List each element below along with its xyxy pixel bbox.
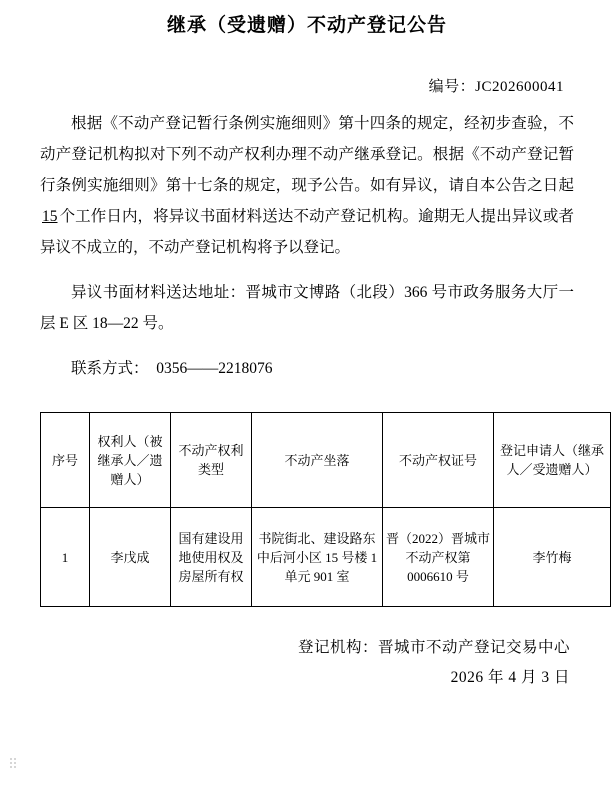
document-number-value: JC202600041 [475,79,564,95]
document-footer [40,633,574,693]
table-body [41,508,611,607]
cell-location: 书院街北、建设路东中后河小区 15 号楼 1 单元 901 室 [252,508,383,607]
paragraph-notice-text-2: 个工作日内，将异议书面材料送达不动产登记机构。逾期无人提出异议或者异议不成立的，不动产登记机构将予以登记。 [40,208,574,256]
document-page [0,12,614,804]
resize-grip-icon[interactable] [10,758,20,770]
registration-table [40,412,611,607]
paragraph-notice [40,108,574,263]
cell-cert: 晋（2022）晋城市不动产权第 0006610 号 [383,508,494,607]
column-header-type: 不动产权利类型 [171,413,252,508]
document-body [40,108,574,384]
column-header-location: 不动产坐落 [252,413,383,508]
cell-type: 国有建设用地使用权及房屋所有权 [171,508,252,607]
document-number [40,75,564,96]
table-header [41,413,611,508]
column-header-applicant: 登记申请人（继承人／受遗赠人） [494,413,611,508]
footer-organization: 登记机构：晋城市不动产登记交易中心 [297,639,570,656]
page-title: 继承（受遗赠）不动产登记公告 [166,15,447,36]
table-header-row [41,413,611,508]
paragraph-notice-text-1: 根据《不动产登记暂行条例实施细则》第十四条的规定，经初步查验，不动产登记机构拟对下列不动产权利办理不动产继承登记。根据《不动产登记暂行条例实施细则》第十七条的规定，现予公告。如有异议，请自本公告之日起 [40,115,574,194]
paragraph-address: 异议书面材料送达地址：晋城市文博路（北段）366 号市政务服务大厅一层 E 区 18—22 号。 [40,284,574,332]
column-header-owner: 权利人（被继承人／遗赠人） [90,413,171,508]
paragraph-contact: 联系方式： 0356——2218076 [71,360,273,377]
cell-seq: 1 [41,508,90,607]
cell-owner: 李戊成 [90,508,171,607]
footer-date: 2026 年 4 月 3 日 [450,669,570,686]
objection-days: 15 [42,208,58,225]
table-row [41,508,611,607]
column-header-cert: 不动产权证号 [383,413,494,508]
cell-applicant: 李竹梅 [494,508,611,607]
column-header-seq: 序号 [41,413,90,508]
document-number-label: 编号： [428,79,476,95]
